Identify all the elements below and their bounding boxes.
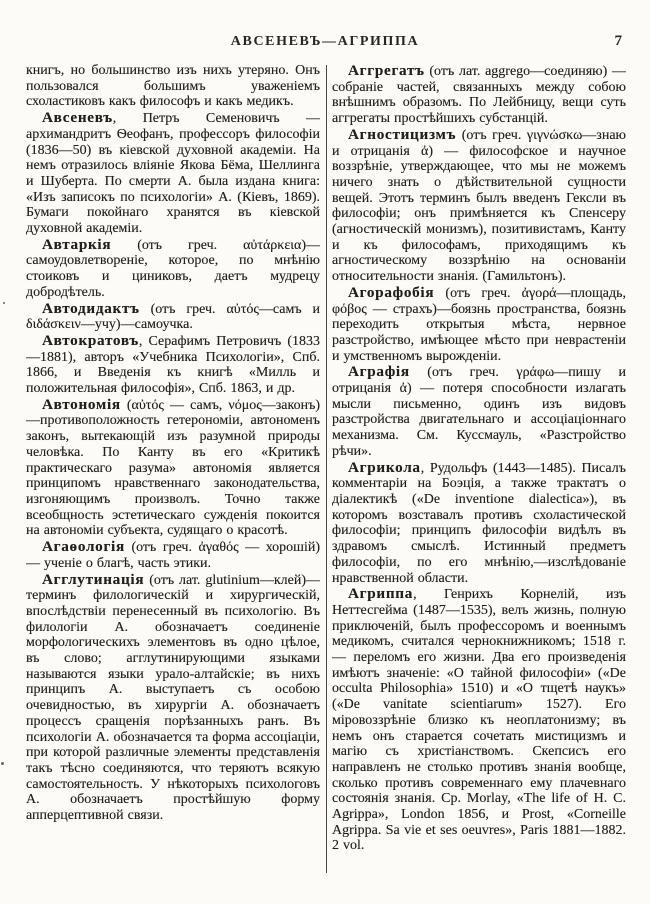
entry-agorafobia — [332, 285, 626, 365]
entry-agglutinatsia — [26, 572, 320, 824]
scan-speck — [1, 762, 4, 765]
scan-speck — [3, 302, 5, 304]
column-divider — [326, 65, 327, 873]
entry-headword: Автономія — [42, 395, 121, 413]
entry-headword: Агностицизмъ — [348, 125, 457, 143]
entry-text: (отъ лат. aggrego—соединяю) — собраніе частей, связанныхъ между собою внѣшнимъ образомъ. По Лейбницу, вещи суть аггрегаты простѣйшихъ субстанцій. — [332, 64, 626, 127]
entry-text: (отъ греч. γράφω—пишу и отрицанія ἀ) — потеря способности излагать мысли письменно, одинъ изъ видовъ разстройства двигательнаго и ассоціаціоннаго механизма. См. Куссмауль, «Разстройство рѣчи». — [332, 365, 626, 459]
entry-avtonomia — [26, 397, 320, 539]
entry-headword: Агглутинація — [42, 570, 145, 588]
entry-text: (отъ греч. ἀγαθός — хорошій) — ученіе о благѣ, часть этики. — [26, 540, 320, 571]
entry-text: , Серафимъ Петровичъ (1833—1881), авторъ «Учебника Психологіи», Спб. 1866, и Введенія къ книгѣ «Милль и положительная философія», Спб. 1863, и др. — [26, 333, 320, 397]
entry-headword: Агрикола — [348, 458, 421, 476]
page-number: 7 — [614, 33, 622, 49]
text-columns — [26, 63, 626, 873]
entry-text: (отъ греч. αὐτός—самъ и διδάσκειν—учу)—самоучка. — [26, 301, 320, 333]
entry-avtokratov — [26, 333, 320, 397]
entry-agrafia — [332, 364, 626, 459]
column-left — [26, 63, 320, 873]
entry-avtodidakt — [26, 301, 320, 333]
entry-agafologia — [26, 539, 320, 571]
entry-agrikola — [332, 460, 626, 587]
entry-avtarkia — [26, 237, 320, 301]
entry-text: , Петръ Семеновичъ — архимандритъ Ѳеофанъ, профессоръ философіи (1836—50) въ кіевской духовной академіи. На немъ отразилось вліяніе Якова Бёма, Шеллинга и Шуберта. По смерти А. была издана книга: «Изъ записокъ по психологіи» А. (Кіевъ, 1869). Бумаги покойнаго хранятся въ кіевской духовной академіи. — [26, 111, 320, 237]
column-right — [332, 63, 626, 873]
entry-text: (отъ греч. αὐτάρκεια)—самоудовлетвореніе, которое, по мнѣнію стоиковъ и циниковъ, даетъ мудрецу добродѣтель. — [26, 237, 320, 300]
entry-headword: Авсеневъ — [42, 109, 113, 127]
entry-text: (отъ греч. ἀγορά—площадь, φόβος — страхъ)—боязнь пространства, боязнь переходить открытыя мѣста, нервное разстройство, имѣющее мѣсто при неврастеніи и умственномъ вырожденіи. — [332, 285, 626, 364]
entry-text: , Рудольфъ (1443—1485). Писалъ комментаріи на Боэція, а также трактатъ о діалектикѣ («De inventione dialectica»), въ которомъ возставалъ противъ схоластической философіи; принципъ философіи видѣлъ въ здравомъ смыслѣ. Истинный предметъ философіи, по его мнѣнію,—изслѣдованіе нравственной области. — [332, 460, 626, 586]
entry-text: (αὐτός — самъ, νόμος—законъ)—противоположность гетерономіи, автономенъ законъ, вытекающій изъ разумной природы человѣка. По Канту въ его «Критикѣ практическаго разума» автономія является принципомъ нравственнаго законодательства, изгоняющимъ произволъ. Точно также всеобщность эстетическаго сужденія покоится на автономіи субъекта, судящаго о красотѣ. — [26, 397, 320, 539]
entry-headword: Автодидактъ — [42, 299, 140, 317]
running-head: АВСЕНЕВЪ—АГРИППА — [230, 34, 420, 49]
entry-headword: Автаркія — [42, 235, 112, 253]
entry-headword: Автократовъ — [42, 331, 139, 349]
entry-headword: Агорафобія — [348, 283, 435, 301]
entry-headword: Аггрегатъ — [348, 63, 425, 79]
entry-avsenev — [26, 110, 320, 237]
entry-headword: Аграфія — [348, 363, 410, 381]
entry-text: , Генрихъ Корнелій, изъ Неттесгейма (1487—1535), велъ жизнь, полную приключеній, былъ профессоромъ и военнымъ медикомъ, считался чернокнижникомъ; 1518 г. — переломъ его жизни. Два его произведенія имѣютъ значеніе: «О тайной философіи» («De occulta Philosophia» 1510) и «О тщетѣ наукъ» («De vanitate scientiarum» 1527). Его міровоззрѣніе близко къ неоплатонизму; въ немъ онъ старается сочетать мистицизмъ и магію съ христіанствомъ. Скепсисъ его направленъ не столько противъ знанія вообще, сколько противъ современнаго ему плачевнаго состоянія знанія. Ср. Morlay, «The life of H. C. Agrippa», London 1856, и Prost, «Corneille Agrippa. Sa vie et ses oeuvres», Paris 1881—1882. 2 vol. — [332, 587, 626, 854]
entry-aggregat — [332, 63, 626, 127]
entry-text: (отъ греч. γιγνώσκω—знаю и отрицанія ἀ) — философское и научное воззрѣніе, утверждающее, что мы не можемъ ничего знать о дѣйствительной сущности вещей. Этотъ терминъ былъ введенъ Гексли въ философіи; онъ примѣняется къ Спенсеру (агностическій монизмъ), позитивистамъ, Канту и къ философамъ, приходящимъ къ агностическому воззрѣнію на основаніи относительности знанія. (Гамильтонъ). — [332, 127, 626, 285]
entry-agrippa — [332, 586, 626, 854]
paragraph-continuation — [26, 63, 320, 110]
entry-agnostitsizm — [332, 127, 626, 285]
entry-text: (отъ лат. glutinium—клей)—терминъ филологическій и хирургическій, впослѣдствіи перенесенный въ психологію. Въ филологіи А. обозначаетъ соединеніе морфологическихъ элементовъ въ одно цѣлое, въ слово; агглутинирующими языками называются языки урало-алтайскіе; въ нихъ принципъ А. выступаетъ съ особою очевидностью, въ хирургіи А. обозначаетъ процессъ сращенія порѣзанныхъ ранъ. Въ психологіи А. обозначается та форма ассоціаціи, при которой различные элементы представленія такъ тѣсно соединяются, что теряютъ всякую самостоятельность. У нѣкоторыхъ психологовъ А. обозначаетъ простѣйшую форму апперцептивной связи. — [26, 572, 320, 824]
entry-text: книгъ, но большинство изъ нихъ утеряно. Онъ пользовался большимъ уваженіемъ схоластиковъ какъ философъ и какъ медикъ. — [26, 63, 320, 110]
entry-headword: Агаѳологія — [42, 538, 125, 556]
entry-headword: Агриппа — [348, 585, 414, 603]
